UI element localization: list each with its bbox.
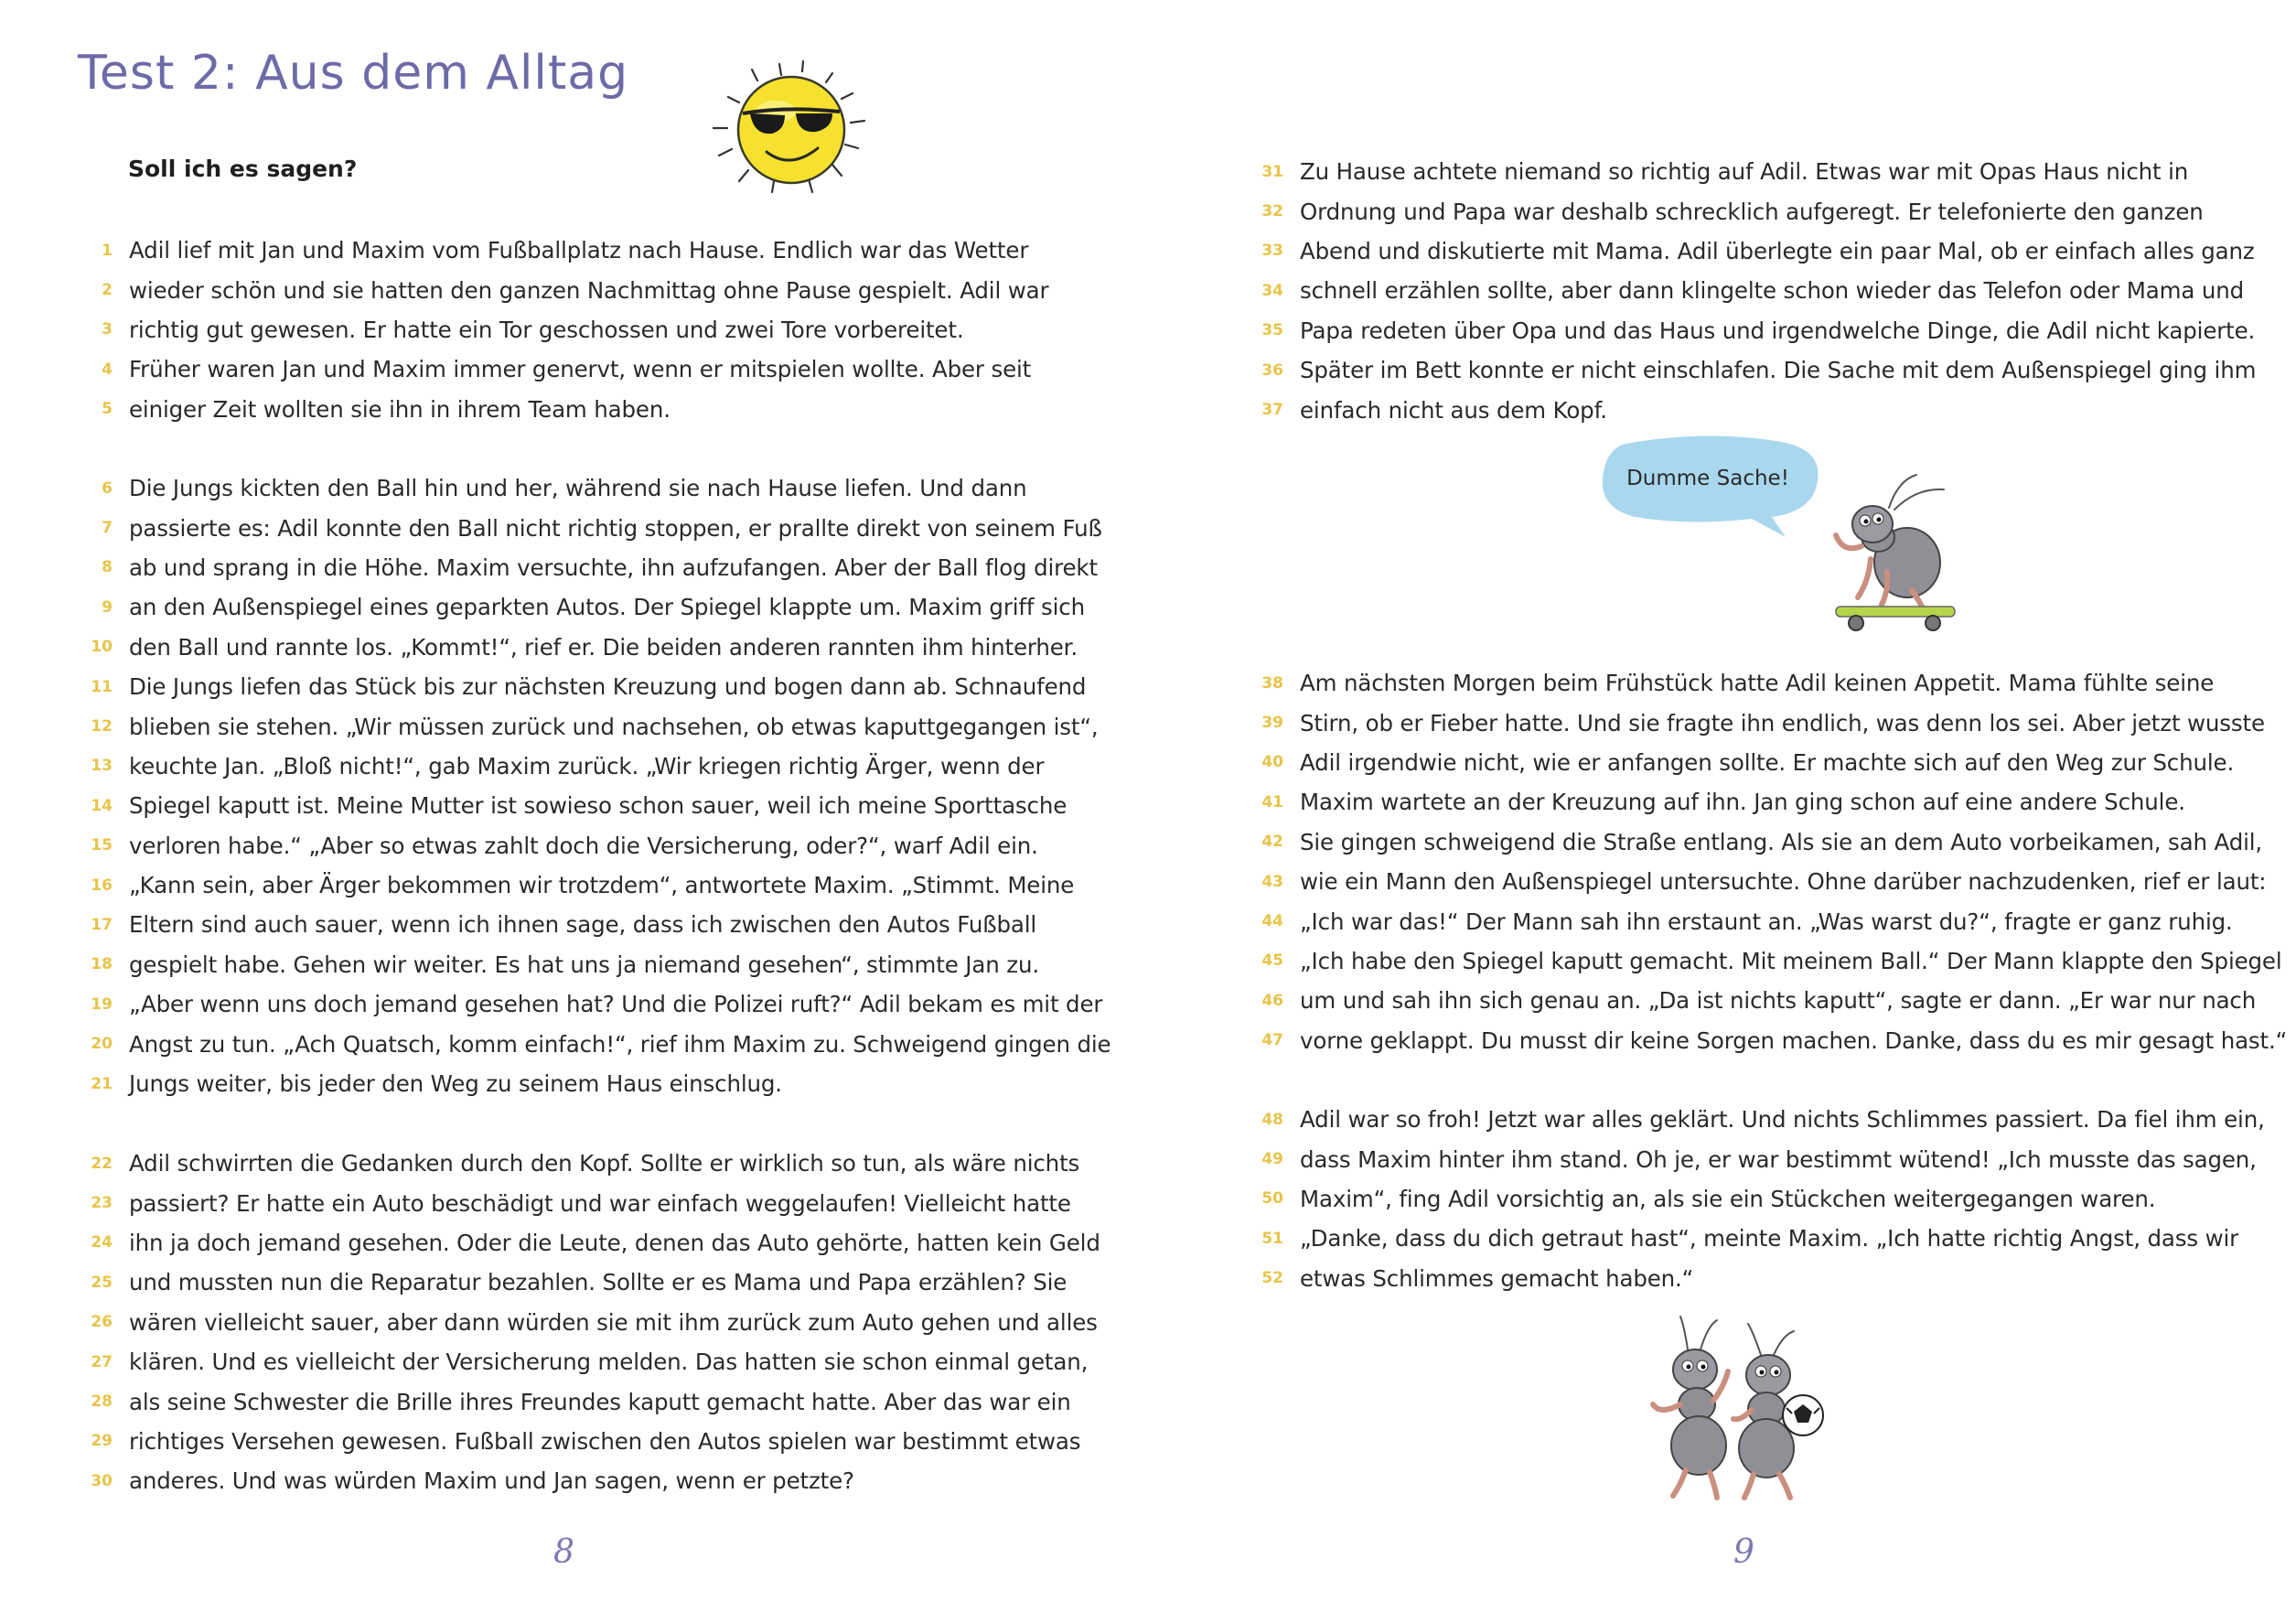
line-number: 27	[91, 1352, 113, 1371]
paragraph-5	[1249, 663, 2287, 1060]
line-number: 42	[1261, 833, 1283, 852]
paragraph-2	[78, 468, 1110, 1103]
line-number: 1	[102, 241, 113, 260]
line-number: 26	[91, 1313, 113, 1332]
text-line	[78, 548, 1110, 587]
text-line	[78, 231, 1048, 270]
line-number: 49	[1261, 1150, 1283, 1169]
text-line	[1249, 1179, 2265, 1219]
line-text: ihn ja doch jemand gesehen. Oder die Leute, denen das Auto gehörte, hatten kein Geld	[129, 1229, 1100, 1256]
text-line	[78, 1461, 1100, 1500]
text-line	[1249, 663, 2287, 703]
text-line	[78, 905, 1110, 944]
text-line	[78, 1144, 1100, 1183]
line-text: richtig gut gewesen. Er hatte ein Tor geschossen und zwei Tore vorbereitet.	[129, 316, 964, 343]
page-number-right: 9	[1733, 1533, 1754, 1571]
text-line	[1249, 271, 2256, 310]
line-text: „Kann sein, aber Ärger bekommen wir trotzdem“, antwortete Maxim. „Stimmt. Meine	[129, 872, 1075, 899]
text-line	[1249, 782, 2287, 822]
line-number: 45	[1261, 951, 1283, 971]
line-number: 9	[102, 597, 113, 617]
text-line	[1249, 390, 2256, 429]
line-text: passierte es: Adil konnte den Ball nicht richtig stoppen, er prallte direkt von seinem Fuß	[129, 514, 1102, 542]
line-text: „Danke, dass du dich getraut hast“, meinte Maxim. „Ich hatte richtig Angst, dass wir	[1300, 1225, 2239, 1252]
line-text: „Ich habe den Spiegel kaputt gemacht. Mit meinem Ball.“ Der Mann klappte den Spiegel	[1300, 947, 2282, 974]
text-line	[78, 1342, 1100, 1381]
line-text: Papa redeten über Opa und das Haus und irgendwelche Dinge, die Adil nicht kapierte.	[1300, 317, 2256, 344]
speech-bubble	[1598, 435, 1836, 544]
text-line	[78, 706, 1110, 746]
line-text: Stirn, ob er Fieber hatte. Und sie fragte ihn endlich, was denn los sei. Aber jetzt wusste	[1300, 709, 2265, 736]
line-number: 13	[91, 757, 113, 776]
line-text: blieben sie stehen. „Wir müssen zurück und nachsehen, ob etwas kaputtgegangen ist“,	[129, 713, 1099, 740]
text-line	[78, 747, 1110, 786]
line-text: ab und sprang in die Höhe. Maxim versuchte, ihn aufzufangen. Aber der Ball flog direkt	[129, 554, 1098, 581]
text-line	[1249, 1021, 2287, 1060]
text-line	[1249, 822, 2287, 862]
text-line	[78, 587, 1110, 627]
line-number: 17	[91, 915, 113, 934]
text-line	[78, 1422, 1100, 1461]
line-text: verloren habe.“ „Aber so etwas zahlt doch die Versicherung, oder?“, warf Adil ein.	[129, 832, 1038, 859]
line-number: 43	[1261, 872, 1283, 891]
line-number: 47	[1261, 1031, 1283, 1050]
line-number: 24	[91, 1233, 113, 1252]
line-text: Adil war so froh! Jetzt war alles geklärt. Und nichts Schlimmes passiert. Da fiel ihm ein,	[1300, 1106, 2265, 1134]
line-number: 10	[91, 638, 113, 657]
line-text: Früher waren Jan und Maxim immer genervt, wenn er mitspielen wollte. Aber seit	[129, 356, 1032, 383]
line-number: 37	[1261, 401, 1283, 420]
line-number: 32	[1261, 202, 1283, 221]
text-line	[78, 786, 1110, 825]
line-text: einfach nicht aus dem Kopf.	[1300, 396, 1607, 424]
text-line	[78, 667, 1110, 706]
line-text: Zu Hause achtete niemand so richtig auf Adil. Etwas war mit Opas Haus nicht in	[1300, 158, 2189, 186]
text-line	[1249, 1100, 2265, 1139]
line-text: wären vielleicht sauer, aber dann würden sie mit ihm zurück zum Auto gehen und alles	[129, 1308, 1098, 1336]
line-text: richtiges Versehen gewesen. Fußball zwischen den Autos spielen war bestimmt etwas	[129, 1427, 1081, 1455]
line-text: Ordnung und Papa war deshalb schrecklich aufgeregt. Er telefonierte den ganzen	[1300, 198, 2204, 225]
line-number: 29	[91, 1432, 113, 1451]
test-title: Test 2: Aus dem Alltag	[78, 46, 629, 101]
line-text: als seine Schwester die Brille ihres Freundes kaputt gemacht hatte. Aber das war ein	[129, 1388, 1071, 1415]
line-number: 50	[1261, 1189, 1283, 1209]
line-text: Adil schwirrten die Gedanken durch den Kopf. Sollte er wirklich so tun, als wäre nichts	[129, 1150, 1080, 1177]
text-line	[1249, 901, 2287, 940]
line-text: Adil lief mit Jan und Maxim vom Fußballplatz nach Hause. Endlich war das Wetter	[129, 237, 1029, 264]
line-text: und mussten nun die Reparatur bezahlen. Sollte er es Mama und Papa erzählen? Sie	[129, 1269, 1068, 1296]
text-line	[1249, 1219, 2265, 1258]
line-number: 16	[91, 876, 113, 895]
line-text: vorne geklappt. Du musst dir keine Sorgen machen. Danke, dass du es mir gesagt hast.“	[1300, 1026, 2288, 1054]
line-text: „Aber wenn uns doch jemand gesehen hat? Und die Polizei ruft?“ Adil bekam es mit der	[129, 991, 1103, 1018]
line-number: 6	[102, 478, 113, 498]
line-number: 30	[91, 1471, 113, 1490]
speech-bubble-text: Dumme Sache!	[1626, 466, 1789, 490]
text-line	[78, 984, 1110, 1024]
paragraph-6	[1249, 1100, 2265, 1298]
text-line	[78, 1024, 1110, 1063]
sun-with-sunglasses-icon	[695, 57, 878, 199]
paragraph-1	[78, 231, 1048, 429]
line-number: 38	[1261, 673, 1283, 693]
text-line	[78, 1183, 1100, 1222]
right-page	[1148, 0, 2296, 1623]
two-ants-with-football-icon	[1633, 1313, 1848, 1505]
line-text: den Ball und rannte los. „Kommt!“, rief er. Die beiden anderen rannten ihm hinterher.	[129, 633, 1078, 661]
line-text: dass Maxim hinter ihm stand. Oh je, er war bestimmt wütend! „Ich musste das sagen,	[1300, 1145, 2257, 1173]
line-text: klären. Und es vielleicht der Versicherung melden. Das hatten sie schon einmal getan,	[129, 1349, 1089, 1376]
line-text: Eltern sind auch sauer, wenn ich ihnen sage, dass ich zwischen den Autos Fußball	[129, 911, 1037, 939]
text-line	[1249, 743, 2287, 782]
line-text: einiger Zeit wollten sie ihn in ihrem Team haben.	[129, 395, 671, 423]
story-title: Soll ich es sagen?	[128, 156, 358, 182]
text-line	[78, 468, 1110, 508]
text-line	[78, 865, 1110, 905]
line-number: 28	[91, 1392, 113, 1412]
line-text: Die Jungs kickten den Ball hin und her, während sie nach Hause liefen. Und dann	[129, 475, 1027, 502]
line-number: 44	[1261, 912, 1283, 931]
line-number: 4	[102, 360, 113, 379]
text-line	[1249, 862, 2287, 901]
line-number: 2	[102, 281, 113, 300]
line-text: etwas Schlimmes gemacht haben.“	[1300, 1264, 1694, 1292]
line-number: 23	[91, 1194, 113, 1213]
text-line	[78, 628, 1110, 667]
line-number: 5	[102, 400, 113, 419]
text-line	[78, 349, 1048, 389]
text-line	[78, 1381, 1100, 1421]
line-number: 15	[91, 836, 113, 855]
line-number: 19	[91, 994, 113, 1014]
line-number: 52	[1261, 1269, 1283, 1288]
text-line	[78, 390, 1048, 429]
line-number: 33	[1261, 242, 1283, 261]
text-line	[78, 1263, 1100, 1302]
text-line	[1249, 981, 2287, 1020]
line-text: Abend und diskutierte mit Mama. Adil überlegte ein paar Mal, ob er einfach alles ganz	[1300, 237, 2255, 264]
line-text: „Ich war das!“ Der Mann sah ihn erstaunt an. „Was warst du?“, fragte er ganz ruhig.	[1300, 908, 2233, 935]
line-text: Später im Bett konnte er nicht einschlafen. Die Sache mit dem Außenspiegel ging ihm	[1300, 357, 2257, 384]
line-number: 46	[1261, 991, 1283, 1010]
line-number: 12	[91, 717, 113, 736]
line-text: wie ein Mann den Außenspiegel untersuchte. Ohne darüber nachzudenken, rief er laut:	[1300, 868, 2267, 896]
text-line	[78, 1223, 1100, 1263]
text-line	[1249, 941, 2287, 981]
text-line	[1249, 1259, 2265, 1298]
text-line	[1249, 311, 2256, 350]
line-text: keuchte Jan. „Bloß nicht!“, gab Maxim zurück. „Wir kriegen richtig Ärger, wenn der	[129, 752, 1045, 779]
line-text: schnell erzählen sollte, aber dann klingelte schon wieder das Telefon oder Mama und	[1300, 277, 2244, 305]
text-line	[78, 310, 1048, 349]
text-line	[78, 270, 1048, 309]
line-text: Angst zu tun. „Ach Quatsch, komm einfach!“, rief ihm Maxim zu. Schweigend gingen die	[129, 1030, 1111, 1058]
text-line	[78, 1064, 1110, 1103]
paragraph-4	[1249, 152, 2256, 430]
ant-on-skateboard-icon	[1816, 471, 1971, 636]
line-text: Maxim wartete an der Kreuzung auf ihn. Jan ging schon auf eine andere Schule.	[1300, 789, 2185, 816]
line-number: 8	[102, 558, 113, 577]
line-number: 31	[1261, 162, 1283, 181]
line-number: 51	[1261, 1229, 1283, 1248]
line-number: 34	[1261, 281, 1283, 300]
line-number: 41	[1261, 792, 1283, 812]
line-text: passiert? Er hatte ein Auto beschädigt und war einfach weggelaufen! Vielleicht hatte	[129, 1189, 1071, 1217]
line-text: Maxim“, fing Adil vorsichtig an, als sie ein Stückchen weitergegangen waren.	[1300, 1185, 2156, 1212]
text-line	[1249, 1139, 2265, 1178]
line-text: wieder schön und sie hatten den ganzen Nachmittag ohne Pause gespielt. Adil war	[129, 276, 1049, 304]
line-number: 39	[1261, 714, 1283, 733]
line-number: 25	[91, 1273, 113, 1292]
line-text: Die Jungs liefen das Stück bis zur nächsten Kreuzung und bogen dann ab. Schnaufend	[129, 673, 1087, 701]
line-number: 35	[1261, 321, 1283, 340]
line-number: 14	[91, 796, 113, 815]
line-text: Sie gingen schweigend die Straße entlang. Als sie an dem Auto vorbeikamen, sah Adil,	[1300, 828, 2263, 855]
text-line	[1249, 350, 2256, 390]
line-number: 18	[91, 955, 113, 974]
line-text: anderes. Und was würden Maxim und Jan sagen, wenn er petzte?	[129, 1467, 854, 1495]
text-line	[1249, 191, 2256, 231]
line-number: 7	[102, 519, 113, 538]
text-line	[78, 508, 1110, 547]
text-line	[1249, 231, 2256, 271]
line-text: an den Außenspiegel eines geparkten Autos. Der Spiegel klappte um. Maxim griff sich	[129, 594, 1085, 621]
line-number: 3	[102, 320, 113, 339]
line-text: Am nächsten Morgen beim Frühstück hatte Adil keinen Appetit. Mama fühlte seine	[1300, 670, 2215, 697]
line-number: 40	[1261, 753, 1283, 772]
line-number: 11	[91, 677, 113, 696]
line-text: gespielt habe. Gehen wir weiter. Es hat uns ja niemand gesehen“, stimmte Jan zu.	[129, 951, 1039, 978]
line-text: Adil irgendwie nicht, wie er anfangen sollte. Er machte sich auf den Weg zur Schule.	[1300, 748, 2235, 776]
line-text: Spiegel kaputt ist. Meine Mutter ist sowieso schon sauer, weil ich meine Sporttasche	[129, 792, 1068, 820]
line-number: 48	[1261, 1110, 1283, 1129]
text-line	[78, 826, 1110, 865]
text-line	[78, 1303, 1100, 1342]
page-number-left: 8	[553, 1533, 574, 1571]
line-number: 36	[1261, 360, 1283, 380]
line-number: 20	[91, 1035, 113, 1054]
line-text: Jungs weiter, bis jeder den Weg zu seinem Haus einschlug.	[129, 1070, 782, 1098]
text-line	[1249, 703, 2287, 742]
paragraph-3	[78, 1144, 1100, 1501]
text-line	[1249, 152, 2256, 191]
line-number: 22	[91, 1154, 113, 1173]
line-number: 21	[91, 1074, 113, 1093]
line-text: um und sah ihn sich genau an. „Da ist nichts kaputt“, sagte er dann. „Er war nur nach	[1300, 987, 2257, 1015]
text-line	[78, 945, 1110, 984]
